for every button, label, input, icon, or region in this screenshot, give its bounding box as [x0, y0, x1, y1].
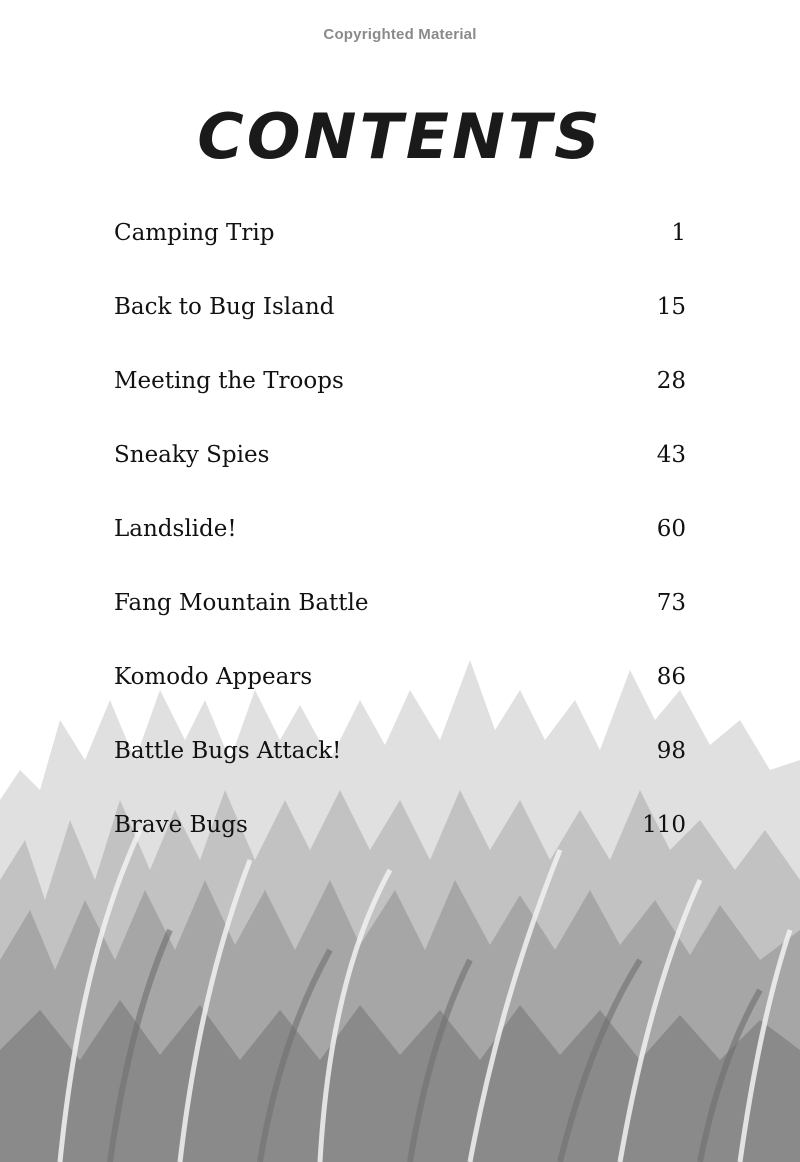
toc-entry-label: Fang Mountain Battle [114, 590, 369, 616]
toc-entry-page: 86 [656, 664, 686, 690]
toc-entry [114, 738, 686, 772]
toc-entry-label: Back to Bug Island [114, 294, 335, 320]
toc-entry-label: Camping Trip [114, 220, 275, 246]
toc-entry [114, 664, 686, 698]
toc-entry [114, 812, 686, 846]
toc-entry-page: 28 [656, 368, 686, 394]
toc-entry-page: 1 [671, 220, 686, 246]
page-title: CONTENTS [197, 100, 603, 173]
toc-entry [114, 294, 686, 328]
toc-entry [114, 368, 686, 402]
toc-entry [114, 590, 686, 624]
toc-entry-page: 43 [656, 442, 686, 468]
toc-entry-label: Sneaky Spies [114, 442, 270, 468]
toc-entry-page: 73 [656, 590, 686, 616]
copyright-watermark: Copyrighted Material [323, 26, 477, 43]
toc-entry [114, 516, 686, 550]
toc-entry-label: Brave Bugs [114, 812, 248, 838]
toc-entry-label: Meeting the Troops [114, 368, 344, 394]
toc-entry [114, 442, 686, 476]
toc-entry-page: 60 [656, 516, 686, 542]
toc-entry [114, 220, 686, 254]
toc-entry-page: 15 [656, 294, 686, 320]
toc-entry-page: 110 [642, 812, 686, 838]
toc-entry-label: Landslide! [114, 516, 237, 542]
toc-entry-label: Battle Bugs Attack! [114, 738, 342, 764]
toc-entry-page: 98 [656, 738, 686, 764]
toc-entry-label: Komodo Appears [114, 664, 313, 690]
